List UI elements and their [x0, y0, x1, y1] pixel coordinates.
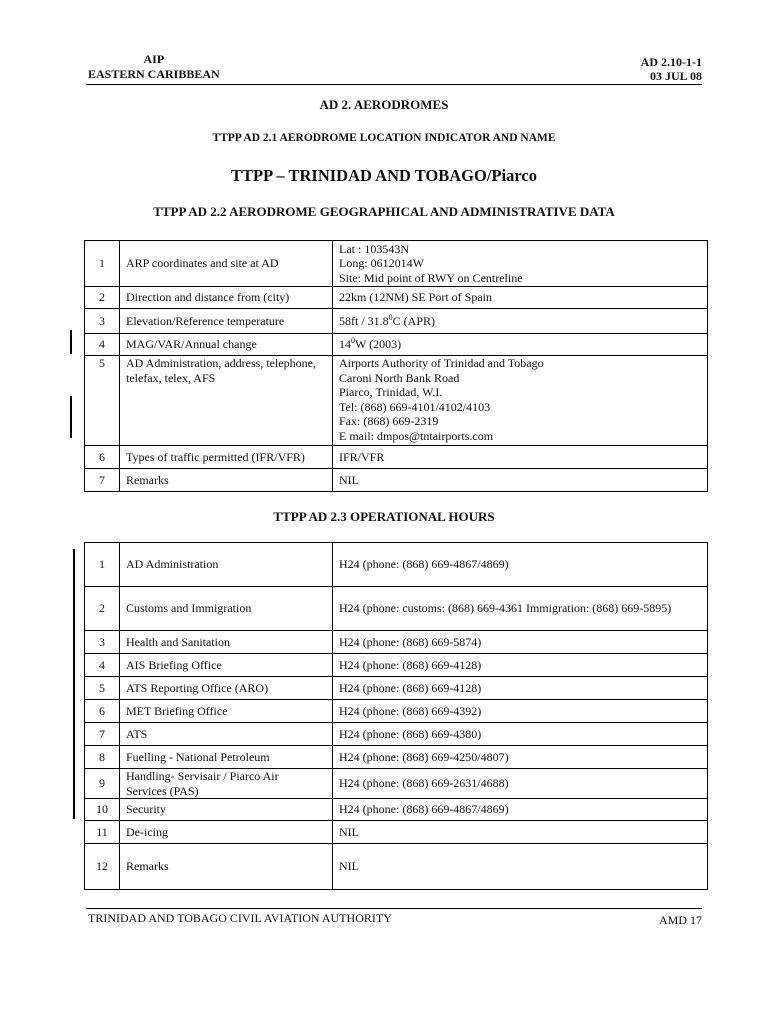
- row-number: 7: [85, 469, 120, 492]
- row-value: NIL: [333, 821, 708, 844]
- row-value: H24 (phone: (868) 669-4392): [333, 700, 708, 723]
- value-text: W (2003): [355, 337, 402, 352]
- row-value: [333, 241, 708, 287]
- row-label: AIS Briefing Office: [120, 654, 333, 677]
- row-value: H24 (phone: (868) 669-4867/4869): [333, 543, 708, 587]
- row-number: 2: [85, 587, 120, 631]
- row-label: Direction and distance from (city): [120, 287, 333, 309]
- table-row: [85, 469, 708, 492]
- degree-superscript: 0: [388, 312, 393, 322]
- row-value: [333, 309, 708, 334]
- row-label: Health and Sanitation: [120, 631, 333, 654]
- row-label: MET Briefing Office: [120, 700, 333, 723]
- row-value: H24 (phone: (868) 669-4128): [333, 677, 708, 700]
- row-label: [120, 769, 333, 799]
- value-line: Airports Authority of Trinidad and Tobago: [339, 356, 544, 370]
- table-row: [85, 241, 708, 287]
- table-row: [85, 769, 708, 799]
- row-value: [333, 334, 708, 356]
- row-value: H24 (phone: (868) 669-2631/4688): [333, 769, 708, 799]
- row-number: 6: [85, 700, 120, 723]
- table-row: [85, 746, 708, 769]
- table-row: [85, 587, 708, 631]
- table-row: [85, 821, 708, 844]
- row-label: Security: [120, 799, 333, 821]
- aerodrome-name: TTPP – TRINIDAD AND TOBAGO/Piarco: [231, 166, 537, 185]
- table-row: [85, 799, 708, 821]
- geo-admin-table: [84, 240, 708, 492]
- row-number: 9: [85, 769, 120, 799]
- row-number: 5: [85, 677, 120, 700]
- row-number: 3: [85, 631, 120, 654]
- value-line: Piarco, Trinidad, W.I.: [339, 385, 443, 399]
- value-line: Caroni North Bank Road: [339, 370, 460, 385]
- footer-amendment: AMD 17: [658, 913, 702, 927]
- row-number: 1: [85, 241, 120, 287]
- row-number: 7: [85, 723, 120, 746]
- running-header-right: [641, 55, 702, 83]
- table-row: [85, 700, 708, 723]
- row-number: 4: [85, 654, 120, 677]
- row-value: [333, 356, 708, 446]
- table-row: [85, 356, 708, 446]
- label-line: AD Administration, address, telephone,: [126, 356, 316, 370]
- row-label: Fuelling - National Petroleum: [120, 746, 333, 769]
- table-row: [85, 287, 708, 309]
- table-row: [85, 334, 708, 356]
- table-row: [85, 844, 708, 890]
- operational-hours-table: [84, 542, 708, 890]
- email-line: E mail: dmpos@tntairports.com: [339, 428, 494, 443]
- value-line: Fax: (868) 669-2319: [339, 414, 439, 428]
- row-number: 4: [85, 334, 120, 356]
- row-label: De-icing: [120, 821, 333, 844]
- header-rule: [86, 84, 702, 85]
- header-aip: AIP: [143, 52, 165, 66]
- row-value: 22km (12NM) SE Port of Spain: [333, 287, 708, 309]
- row-value: H24 (phone: (868) 669-4380): [333, 723, 708, 746]
- row-label: Remarks: [120, 844, 333, 890]
- value-text: 14: [339, 337, 351, 352]
- page-number: AD 2.10-1-1: [640, 55, 702, 69]
- page-date: 03 JUL 08: [649, 69, 702, 83]
- row-number: 1: [85, 543, 120, 587]
- row-label: Types of traffic permitted (IFR/VFR): [120, 446, 333, 469]
- row-number: 8: [85, 746, 120, 769]
- change-bar: [70, 396, 72, 438]
- value-line: Tel: (868) 669-4101/4102/4103: [339, 399, 491, 414]
- row-label: Remarks: [120, 469, 333, 492]
- row-label: [120, 356, 333, 446]
- table-row: [85, 309, 708, 334]
- change-bar: [70, 330, 72, 354]
- row-number: 10: [85, 799, 120, 821]
- row-label: ARP coordinates and site at AD: [120, 241, 333, 287]
- header-region: EASTERN CARIBBEAN: [88, 67, 220, 81]
- row-value: H24 (phone: customs: (868) 669-4361 Immigration: (868) 669-5895): [333, 587, 708, 631]
- table-row: [85, 654, 708, 677]
- row-label: Elevation/Reference temperature: [120, 309, 333, 334]
- row-value: H24 (phone: (868) 669-4128): [333, 654, 708, 677]
- row-value: IFR/VFR: [333, 446, 708, 469]
- change-bar: [73, 549, 75, 819]
- row-label: Customs and Immigration: [120, 587, 333, 631]
- value-line: Site: Mid point of RWY on Centreline: [339, 270, 523, 285]
- table-row: [85, 677, 708, 700]
- section-title: AD 2. AERODROMES: [319, 97, 449, 112]
- row-number: 2: [85, 287, 120, 309]
- geo-admin-title: TTPP AD 2.2 AERODROME GEOGRAPHICAL AND ADMINISTRATIVE DATA: [153, 204, 615, 219]
- row-number: 3: [85, 309, 120, 334]
- row-value: H24 (phone: (868) 669-4250/4807): [333, 746, 708, 769]
- label-line: Handling- Servisair / Piarco Air: [126, 769, 279, 783]
- table-row: [85, 723, 708, 746]
- row-label: ATS Reporting Office (ARO): [120, 677, 333, 700]
- value-text: 58ft / 31.8: [339, 313, 389, 328]
- indicator-title: TTPP AD 2.1 AERODROME LOCATION INDICATOR AND NAME: [212, 132, 556, 144]
- row-number: 6: [85, 446, 120, 469]
- row-number: 11: [85, 821, 120, 844]
- running-header-left: [88, 52, 220, 82]
- footer-rule: [86, 908, 702, 909]
- row-label: AD Administration: [120, 543, 333, 587]
- table-row: [85, 543, 708, 587]
- value-line: Long: 0612014W: [339, 256, 424, 271]
- label-line: Services (PAS): [126, 783, 199, 798]
- row-label: MAG/VAR/Annual change: [120, 334, 333, 356]
- value-line: Lat : 103543N: [339, 241, 409, 256]
- row-value: NIL: [333, 469, 708, 492]
- row-number: 12: [85, 844, 120, 890]
- row-value: NIL: [333, 844, 708, 890]
- row-label: ATS: [120, 723, 333, 746]
- value-text: C (APR): [392, 313, 436, 328]
- row-number: 5: [85, 356, 120, 446]
- row-value: H24 (phone: (868) 669-5874): [333, 631, 708, 654]
- degree-superscript: 0: [351, 336, 355, 346]
- table-row: [85, 631, 708, 654]
- row-value: H24 (phone: (868) 669-4867/4869): [333, 799, 708, 821]
- label-line: telefax, telex, AFS: [126, 370, 216, 385]
- table-row: [85, 446, 708, 469]
- operational-hours-title: TTPP AD 2.3 OPERATIONAL HOURS: [273, 509, 495, 524]
- footer-authority: TRINIDAD AND TOBAGO CIVIL AVIATION AUTHORITY: [88, 911, 392, 925]
